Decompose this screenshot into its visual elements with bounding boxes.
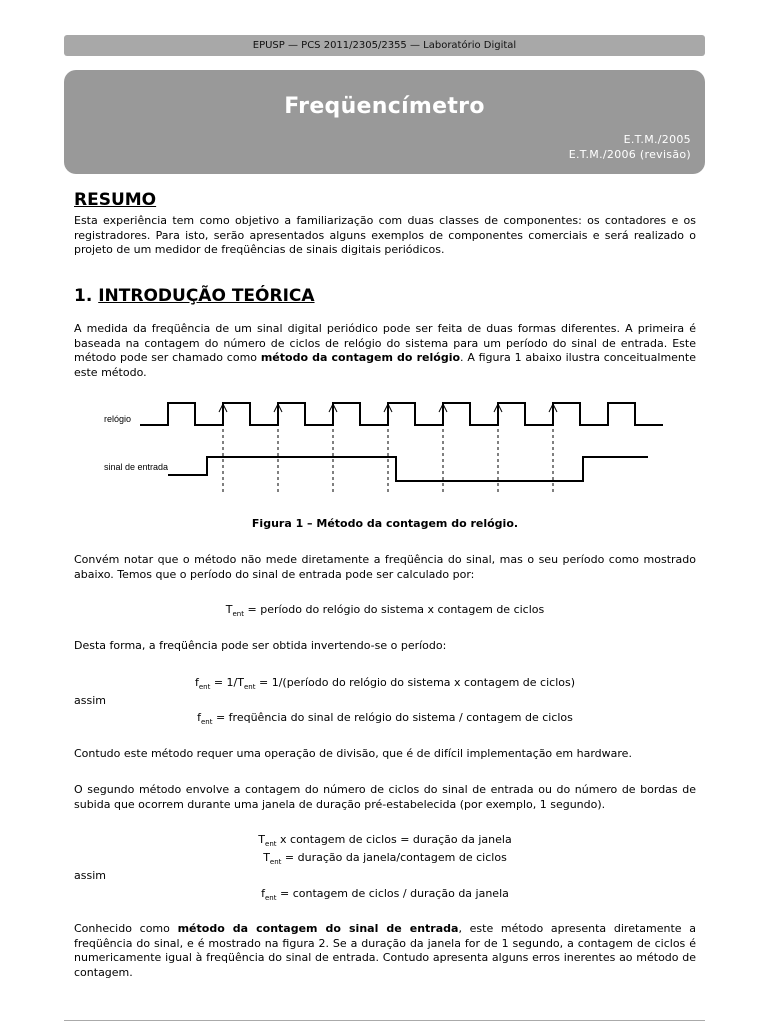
paragraph: O segundo método envolve a contagem do número de ciclos do sinal de entrada ou do número de bordas de subida que ocorrem durante uma janela de duração pré-estabelecida (por exemplo, 1 segundo). (74, 783, 696, 811)
input-signal-label: sinal de entrada (104, 462, 169, 472)
equation: $f_{ent}$ = freqüência do sinal de relógio do sistema / contagem de ciclos (197, 711, 573, 727)
assim-label: assim (74, 694, 106, 707)
equation: $T_{ent}$ = duração da janela/contagem de ciclos (263, 851, 507, 867)
equation: $f_{ent}$ = contagem de ciclos / duração da janela (261, 887, 509, 903)
clock-label: relógio (104, 414, 132, 424)
assim-label: assim (74, 869, 106, 882)
credit-line: E.T.M./2006 (revisão) (568, 148, 691, 161)
credit-line: E.T.M./2005 (623, 133, 691, 146)
figure-caption: Figura 1 – Método da contagem do relógio. (251, 517, 519, 530)
section-title: INTRODUÇÃO TEÓRICA (98, 286, 315, 306)
input-waveform (168, 457, 648, 481)
paragraph: Convém notar que o método não mede diretamente a freqüência do sinal, mas o seu período como mostrado abaixo. Temos que o período do sinal de entrada pode ser calculado por: (74, 553, 696, 581)
method-name-bold: método da contagem do relógio (260, 351, 461, 364)
clock-waveform (140, 403, 663, 425)
method-name-bold: método da contagem do sinal de entrada (177, 922, 459, 935)
running-header: EPUSP — PCS 2011/2305/2355 — Laboratório Digital (64, 35, 705, 56)
section-heading (74, 286, 315, 306)
title-banner (64, 70, 705, 174)
intro-paragraph: A medida da freqüência de um sinal digital periódico pode ser feita de duas formas diferentes. A primeira é baseada na contagem do número de ciclos de relógio do sistema para um período do sinal de entrada. Este método pode ser chamado como método da contagem do relógio. A figura 1 abaixo ilustra conceitualmente este método. (74, 322, 696, 379)
paragraph: Conhecido como método da contagem do sinal de entrada, este método apresenta diretamente a freqüência do sinal, e é mostrado na figura 2. Se a duração da janela for de 1 segundo, a contagem de ciclos é numericamente igual à freqüência do sinal de entrada. Contudo apresenta alguns erros inerentes ao método de contagem. (74, 922, 696, 979)
resumo-heading: RESUMO (74, 190, 157, 210)
footer-divider (64, 1020, 705, 1021)
paragraph: Contudo este método requer uma operação de divisão, que é de difícil implementação em hardware. (74, 747, 632, 760)
equation: $f_{ent} = 1/T_{ent}$ = 1/(período do relógio do sistema x contagem de ciclos) (194, 676, 576, 692)
document-title: Freqüencímetro (284, 94, 485, 119)
equation: $T_{ent}$ = período do relógio do sistema x contagem de ciclos (225, 603, 545, 619)
section-number: 1. (74, 286, 93, 306)
equation: $T_{ent}$ x contagem de ciclos = duração da janela (258, 833, 512, 849)
paragraph: Desta forma, a freqüência pode ser obtida invertendo-se o período: (74, 639, 447, 652)
credits (569, 132, 691, 162)
resumo-text: Esta experiência tem como objetivo a familiarização com duas classes de componentes: os contadores e os registradores. Para isto, serão apresentados alguns exemplos de componentes comerciais e será realizado o projeto de um medidor de freqüências de sinais digitais periódicos. (74, 214, 696, 256)
timing-diagram (100, 395, 670, 507)
edge-markers (219, 404, 557, 493)
